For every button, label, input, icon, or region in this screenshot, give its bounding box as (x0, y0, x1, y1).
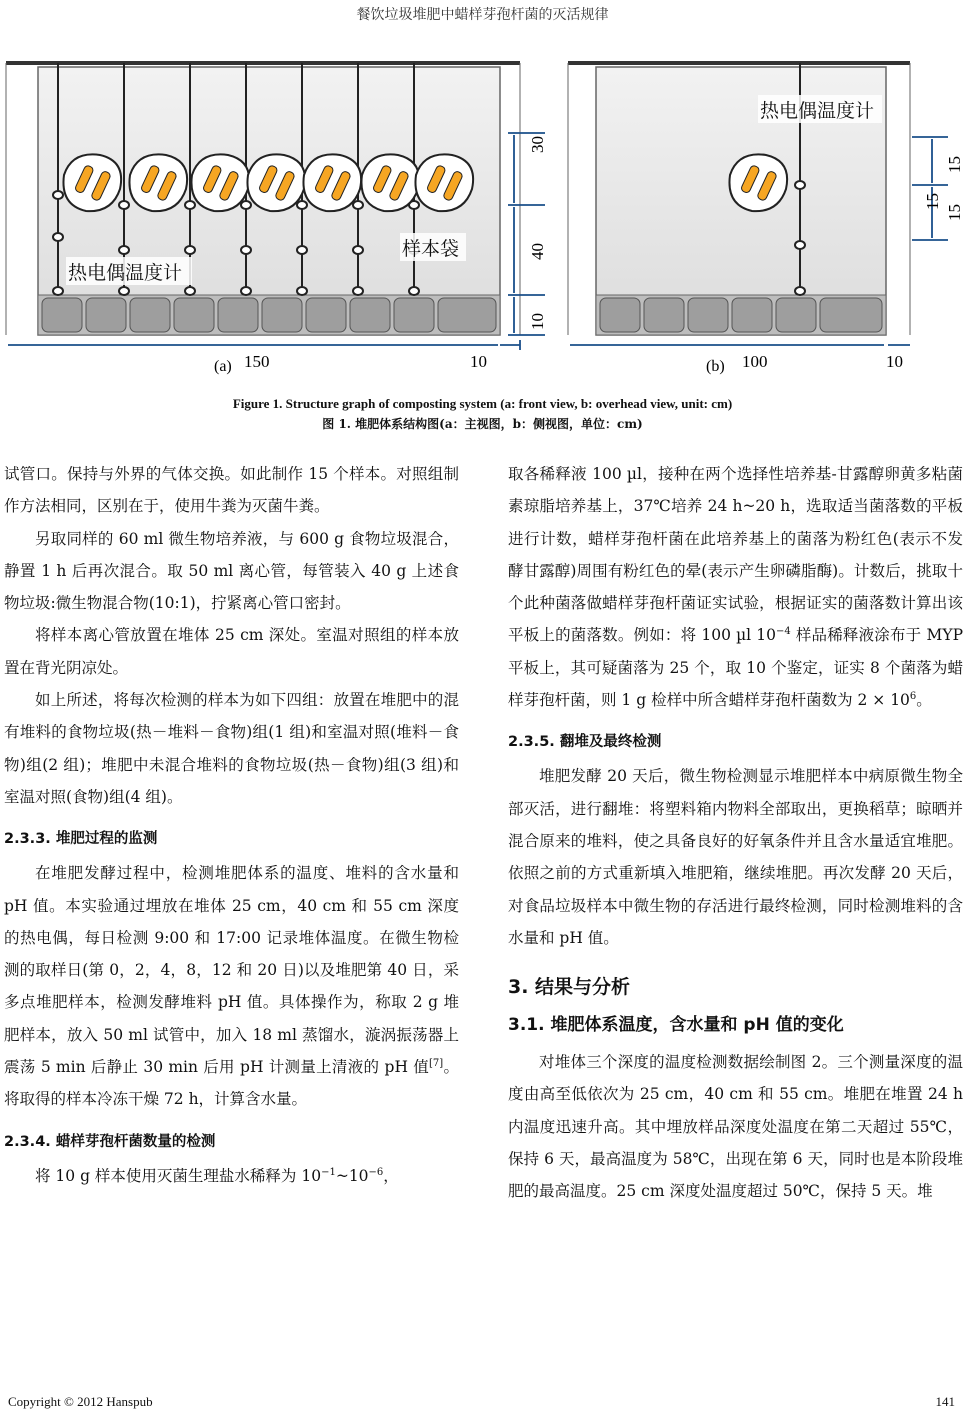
citation-ref[interactable]: [7] (429, 1057, 444, 1069)
paragraph: 取各稀释液 100 µl，接种在两个选择性培养基-甘露醇卵黄多粘菌素琼脂培养基上，37℃培养 24 h~20 h，选取适当菌落数的平板进行计数，蜡样芽孢杆菌在此培养基上的菌落为粉红色(表示不发酵甘露醇)周围有粉红色的晕(表示产生卵磷脂酶)。计数后，挑取十个此种菌落做蜡样芽孢杆菌证实试验，根据证实的菌落数计算出该平板上的菌落数。例如：将 100 µl $10^{-4}$ 样品稀释液涂布于 MYP 平板上，其可疑菌落为 25 个，取 10 个鉴定，证实 8 个菌落为蜡样芽孢杆菌，则 1 g 检样中所含蜡样芽孢杆菌数为 $2 \times 10^6$。 (508, 465, 963, 710)
thermocouple-label-a: 热电偶温度计 (68, 262, 183, 284)
stone-layer-a (42, 298, 496, 332)
page-number: 141 (935, 1394, 955, 1409)
figure-caption-en: Figure 1. Structure graph of composting system (a: front view, b: overhead view, unit: cm) (232, 396, 733, 411)
sample-bag-b (729, 154, 787, 211)
dim-40-a: 40 (528, 243, 547, 260)
dim-15-b3: 15 (945, 204, 964, 221)
thermocouple-label-b: 热电偶温度计 (760, 100, 875, 122)
section-heading-3: 3. 结果与分析 (508, 976, 631, 999)
panel-a-front-view (6, 63, 547, 375)
left-column (4, 458, 459, 1192)
section-heading-2-3-5: 2.3.5. 翻堆及最终检测 (508, 734, 662, 751)
dim-150-a: 150 (244, 352, 270, 371)
copyright-footer: Copyright © 2012 Hanspub (8, 1394, 153, 1409)
paragraph: 如上所述，将每次检测的样本为如下四组：放置在堆肥中的混有堆料的食物垃圾(热－堆料－食物)组(1 组)和室温对照(堆料－食物)组(2 组)；堆肥中未混合堆料的食物垃圾(热－食物)组(3 组)和室温对照(食物)组(4 组)。 (4, 691, 459, 806)
dim-15-b1: 15 (945, 156, 964, 173)
running-head: 餐饮垃圾堆肥中蜡样芽孢杆菌的灭活规律 (356, 7, 609, 23)
dim-10-width-b: 10 (886, 352, 903, 371)
paragraph: 对堆体三个深度的温度检测数据绘制图 2。三个测量深度的温度由高至低依次为 25 cm，40 cm 和 55 cm。堆肥在堆置 24 h 内温度迅速升高。其中埋放样品深度处温度在第二天超过 55℃，保持 6 天，最高温度为 58℃，出现在第 6 天，同时也是本阶段堆肥的最高温度。25 cm 深度处温度超过 50℃，保持 5 天。堆 (508, 1053, 963, 1201)
composting-structure-figure (0, 55, 965, 375)
section-heading-2-3-3: 2.3.3. 堆肥过程的监测 (4, 831, 158, 848)
paragraph: 在堆肥发酵过程中，检测堆肥体系的温度、堆料的含水量和 pH 值。本实验通过埋放在堆体 25 cm，40 cm 和 55 cm 深度的热电偶，每日检测 9:00 和 17:00 记录堆体温度。在微生物检测的取样日(第 0，2，4，8，12 和 20 日)以及堆肥第 40 日，采多点堆肥样本，检测发酵堆料 pH 值。具体操作为，称取 2 g 堆肥样本，放入 50 ml 试管中，加入 18 ml 蒸馏水，漩涡振荡器上震荡 5 min 后静止 30 min 后用 pH 计测量上清液的 pH 值[7]。将取得的样本冷冻干燥 72 h，计算含水量。 (4, 864, 459, 1109)
dim-100-b: 100 (742, 352, 768, 371)
panel-a-label: (a) (214, 358, 232, 375)
dim-10-a: 10 (528, 313, 547, 330)
panel-b-label: (b) (706, 358, 725, 375)
dim-15-b2: 15 (923, 193, 942, 210)
paragraph: 将 10 g 样本使用灭菌生理盐水稀释为 $10^{-1}\sim 10^{-6}$， (35, 1166, 399, 1185)
paragraph: 另取同样的 60 ml 微生物培养液，与 600 g 食物垃圾混合，静置 1 h 后再次混合。取 50 ml 离心管，每管装入 40 g 上述食物垃圾:微生物混合物(10:1)，拧紧离心管口密封。 (4, 529, 459, 613)
paragraph: 堆肥发酵 20 天后，微生物检测显示堆肥样本中病原微生物全部灭活，进行翻堆：将塑料箱内物料全部取出，更换稻草；晾晒并混合原来的堆料，使之具备良好的好氧条件并且含水量适宜堆肥。依照之前的方式重新填入堆肥箱，继续堆肥。再次发酵 20 天后，对食品垃圾样本中微生物的存活进行最终检测，同时检测堆料的含水量和 pH 值。 (508, 767, 963, 947)
dim-30-a: 30 (528, 136, 547, 153)
figure-caption-zh: 图 1. 堆肥体系结构图(a：主视图，b：侧视图，单位：cm) (322, 417, 643, 431)
section-heading-3-1: 3.1. 堆肥体系温度，含水量和 pH 值的变化 (508, 1015, 844, 1036)
section-heading-2-3-4: 2.3.4. 蜡样芽孢杆菌数量的检测 (4, 1133, 216, 1150)
sample-bag-label: 样本袋 (402, 238, 460, 260)
paragraph: 将样本离心管放置在堆体 25 cm 深处。室温对照组的样本放置在背光阴凉处。 (4, 626, 459, 677)
panel-b-side-view (568, 63, 964, 375)
right-column (508, 458, 963, 1208)
paragraph: 试管口。保持与外界的气体交换。如此制作 15 个样本。对照组制作方法相同，区别在于，使用牛粪为灭菌牛粪。 (4, 465, 459, 516)
dim-10-width-a: 10 (470, 352, 487, 371)
